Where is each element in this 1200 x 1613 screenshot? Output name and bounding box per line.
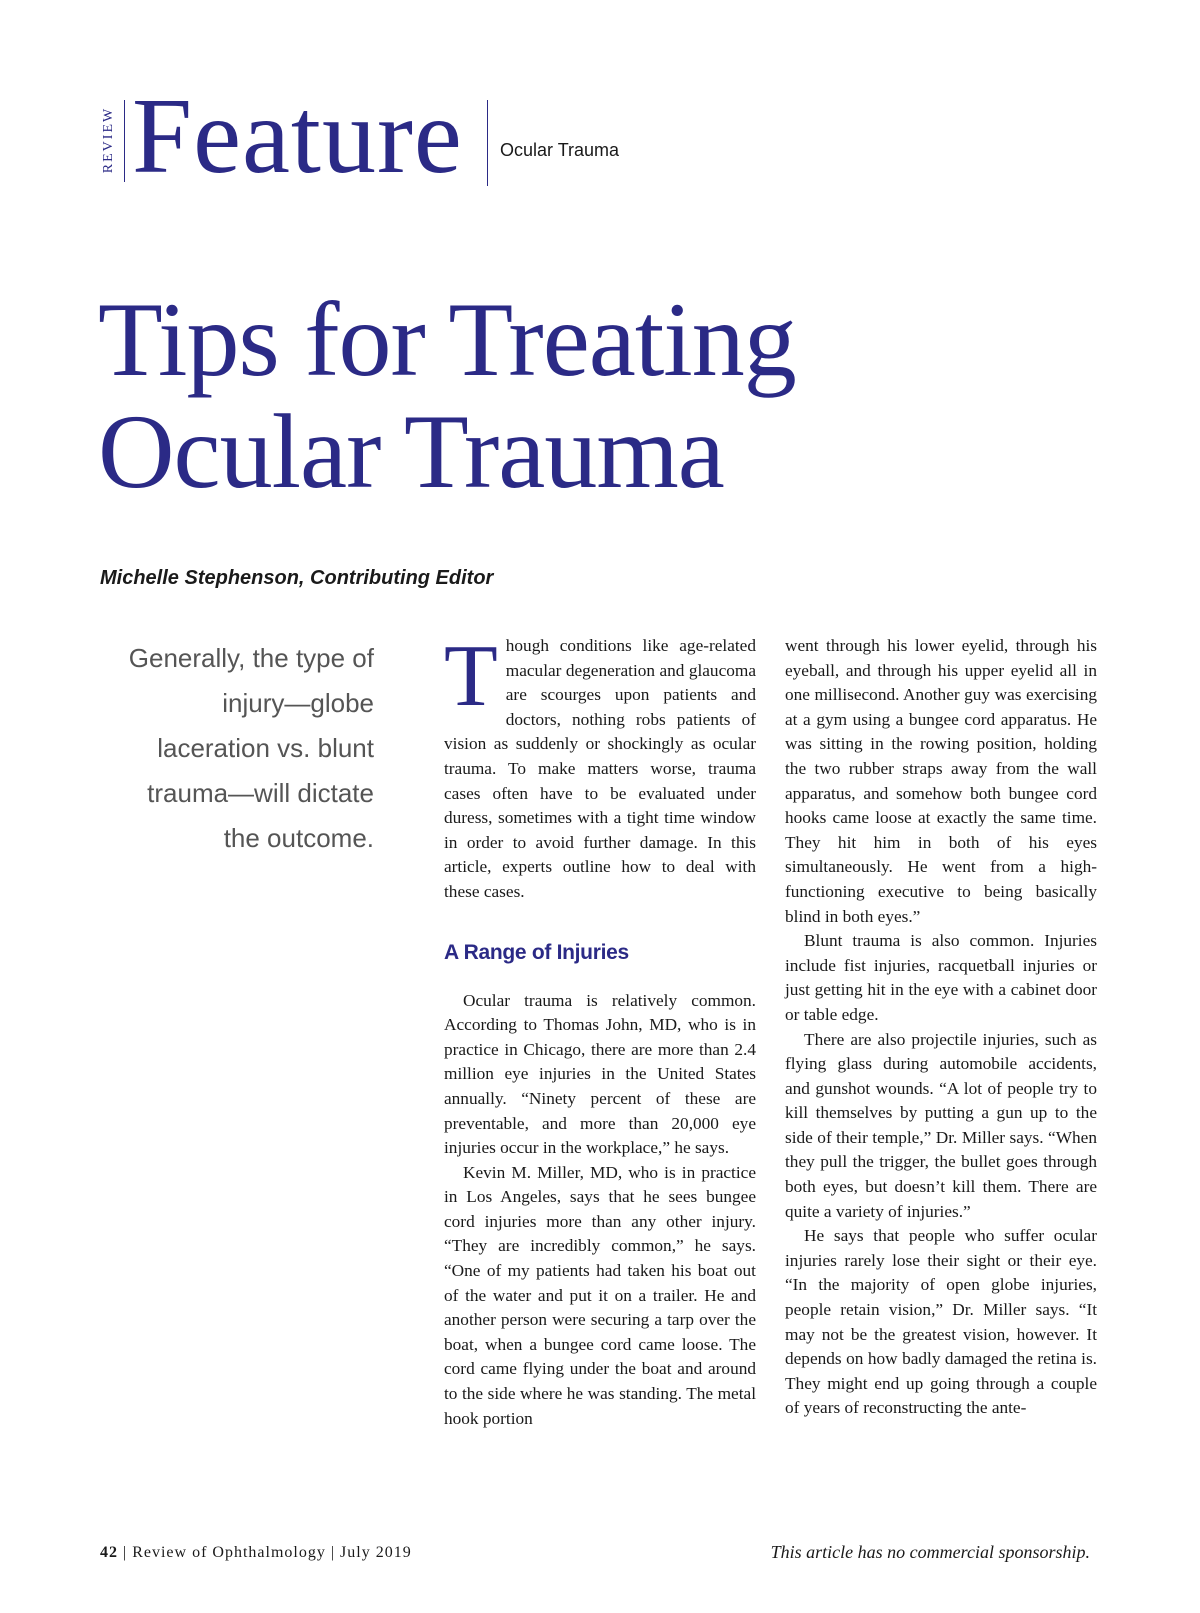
header-rule-left xyxy=(124,100,125,182)
folio-separator: | xyxy=(123,1544,128,1561)
page-number: 42 xyxy=(100,1544,118,1561)
review-label: REVIEW xyxy=(101,106,116,174)
body-paragraph: There are also projectile injuries, such as flying glass during automobile accidents, and gunshot wounds. “A lot of people try to kill themselves by putting a gun up to the side of their temple,” Dr. Miller says. “When they pull the trigger, the bullet goes through both eyes, but doesn’t kill them. There are quite a variety of injuries.” xyxy=(785,1029,1097,1221)
intro-text: hough conditions like age-related macular degeneration and glaucoma are scourges upon patients and doctors, nothing robs patients of vision as suddenly or shockingly as ocular trauma. To make matters worse, trauma cases often have to be evaluated under duress, sometimes with a tight time window in order to avoid further damage. In this article, experts outline how to deal with these cases. xyxy=(444,636,756,901)
subhead: A Range of Injuries xyxy=(444,940,629,964)
title-line-1: Tips for Treating xyxy=(98,281,796,398)
drop-cap: T xyxy=(444,628,498,725)
body-paragraph: He says that people who suffer ocular injuries rarely lose their sight or their eye. “In the majority of open globe injuries, people retain vision,” Dr. Miller says. “It may not be the greatest vision, however. It depends on how badly damaged the retina is. They might end up going through a couple of years of reconstructing the ante- xyxy=(785,1226,1097,1418)
journal-name: Review of Ophthalmology xyxy=(132,1544,326,1561)
article-title xyxy=(98,281,1098,510)
byline: Michelle Stephenson, Contributing Editor xyxy=(100,567,494,589)
feature-heading: Feature xyxy=(132,77,463,196)
review-vertical-label xyxy=(98,98,120,182)
issue-date: July 2019 xyxy=(340,1544,412,1561)
body-paragraph: Blunt trauma is also common. Injuries include fist injuries, racquetball injuries or just getting hit in the eye with a cabinet door or table edge. xyxy=(785,931,1097,1024)
header-rule-right xyxy=(487,100,488,186)
section-label: Ocular Trauma xyxy=(500,140,620,160)
body-paragraph: Kevin M. Miller, MD, who is in practice in Los Angeles, says that he sees bungee cord injuries more than any other injury. “They are incredibly common,” he says. “One of my patients had taken his boat out of the water and put it on a trailer. He and another person were securing a tarp over the boat, when a bungee cord came loose. The cord came flying under the boat and around to the side where he was standing. The metal hook portion xyxy=(444,1162,756,1428)
pull-quote: Generally, the type of injury—globe laceration vs. blunt trauma—will dictate the outcome. xyxy=(128,643,374,853)
intro-paragraph xyxy=(444,628,756,905)
body-paragraph: went through his lower eyelid, through his eyeball, and through his upper eyelid all in one millisecond. Another guy was exercising at a gym using a bungee cord apparatus. He was sitting in the rowing position, holding the two rubber straps away from the wall apparatus, and somehow both bungee cord hooks came loose at exactly the same time. They hit him in both of his eyes simultaneously. He went from a high-functioning executive to being basically blind in both eyes.” xyxy=(785,636,1097,926)
footer-folio xyxy=(100,1544,412,1562)
sponsorship-note: This article has no commercial sponsorship. xyxy=(770,1542,1090,1562)
folio-separator: | xyxy=(330,1544,336,1561)
body-column-2 xyxy=(785,634,1097,1421)
body-column-1 xyxy=(444,628,756,1431)
title-line-2: Ocular Trauma xyxy=(98,393,724,510)
body-paragraph: Ocular trauma is relatively common. According to Thomas John, MD, who is in practice in Chicago, there are more than 2.4 million eye injuries in the United States annually. “Ninety percent of these are preventable, and more than 20,000 eye injuries occur in the workplace,” he says. xyxy=(444,990,756,1158)
